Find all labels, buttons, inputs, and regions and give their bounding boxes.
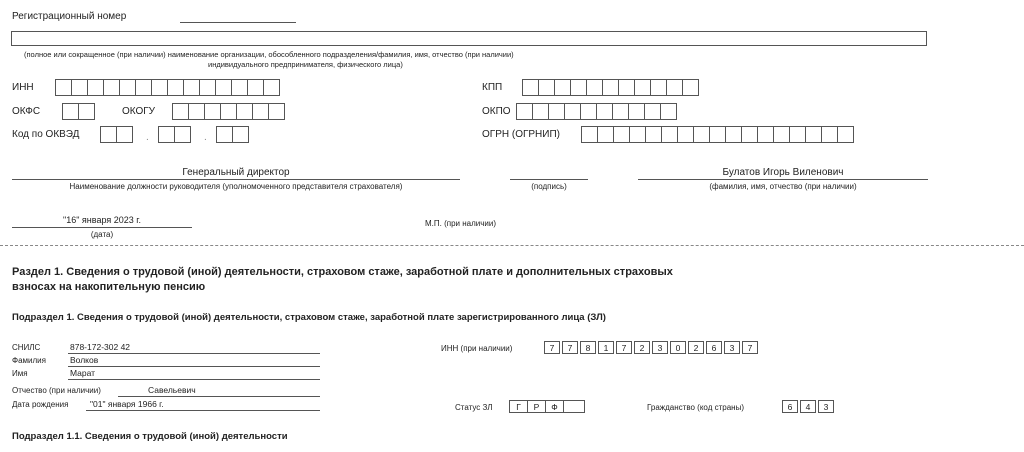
date-caption: (дата) [90,230,114,239]
status-cells[interactable] [509,400,585,413]
surname-label: Фамилия [12,356,46,365]
birth-value: "01" января 1966 г. [90,399,164,409]
position-line[interactable] [12,179,460,180]
subsection11-title: Подраздел 1.1. Сведения о трудовой (иной) деятельности [12,431,288,442]
okved-cells-2[interactable] [158,126,191,143]
citizenship-digit: 4 [800,400,816,413]
section1-title-line2: взносах на накопительную пенсию [12,281,206,293]
inn-digit: 7 [562,341,578,354]
date-line[interactable] [12,227,192,228]
person-inn-cells[interactable] [544,341,758,354]
okved-dot-2: . [204,132,207,143]
kpp-label: КПП [482,82,503,93]
name-line[interactable] [68,379,320,380]
inn-digit: 2 [688,341,704,354]
status-char: Ф [545,400,564,413]
position-caption: Наименование должности руководителя (уполномоченного представителя страхователя) [69,182,403,191]
okogu-label: ОКОГУ [122,106,156,117]
reg-number-label: Регистрационный номер [12,11,127,22]
section1-title-line1: Раздел 1. Сведения о трудовой (иной) деятельности, страховом стаже, заработной плате и дополнительных страховых [12,266,673,278]
page-separator [0,245,1024,246]
inn-digit: 1 [598,341,614,354]
inn-cells[interactable] [55,79,280,96]
subsection1-title: Подраздел 1. Сведения о трудовой (иной) деятельности, страховом стаже, заработной плате зарегистрированного лица (ЗЛ) [12,312,606,323]
snils-label: СНИЛС [12,343,41,352]
fio-caption: (фамилия, имя, отчество (при наличии) [709,182,857,191]
snils-value: 878-172-302 42 [70,342,131,352]
org-name-caption-1: (полное или сокращенное (при наличии) наименование организации, обособленного подразделения/фамилия, имя, отчество (при наличии) [24,50,514,59]
reg-number-field[interactable] [180,22,296,23]
okogu-cells[interactable] [172,103,285,120]
inn-digit: 8 [580,341,596,354]
fio-line[interactable] [638,179,928,180]
surname-value: Волков [70,355,99,365]
citizenship-digit: 6 [782,400,798,413]
okved-cells-1[interactable] [100,126,133,143]
signature-caption: (подпись) [531,182,567,191]
okved-dot-1: . [146,132,149,143]
inn-digit: 6 [706,341,722,354]
name-label: Имя [12,369,28,378]
citizenship-label: Гражданство (код страны) [647,403,744,412]
okfs-label: ОКФС [12,106,41,117]
birth-line[interactable] [86,410,320,411]
okved-cells-3[interactable] [216,126,249,143]
citizenship-cells[interactable] [782,400,834,413]
date-value: "16" января 2023 г. [63,215,141,225]
inn-digit: 3 [652,341,668,354]
surname-line[interactable] [68,366,320,367]
okved-label: Код по ОКВЭД [12,129,80,140]
inn-label: ИНН [12,82,34,93]
okfs-cells[interactable] [62,103,95,120]
fio-value: Булатов Игорь Виленович [722,167,844,178]
inn-digit: 0 [670,341,686,354]
inn-digit: 3 [724,341,740,354]
signature-line[interactable] [510,179,588,180]
org-name-field[interactable] [11,31,927,46]
status-char: Р [527,400,546,413]
okpo-cells[interactable] [516,103,677,120]
inn-digit: 2 [634,341,650,354]
citizenship-digit: 3 [818,400,834,413]
inn-digit: 7 [742,341,758,354]
position-value: Генеральный директор [182,167,290,178]
ogrn-label: ОГРН (ОГРНИП) [482,129,560,140]
ogrn-cells[interactable] [581,126,854,143]
birth-label: Дата рождения [12,400,69,409]
org-name-caption-2: индивидуального предпринимателя, физического лица) [208,60,403,69]
inn-digit: 7 [544,341,560,354]
stamp-label: М.П. (при наличии) [425,219,496,228]
status-empty-cell [563,400,585,413]
patronymic-label: Отчество (при наличии) [12,386,101,395]
snils-line[interactable] [68,353,320,354]
name-value: Марат [70,368,96,378]
patronymic-value: Савельевич [148,385,196,395]
status-label: Статус ЗЛ [455,403,493,412]
inn-digit: 7 [616,341,632,354]
person-inn-label: ИНН (при наличии) [441,344,513,353]
patronymic-line[interactable] [118,396,320,397]
okpo-label: ОКПО [482,106,511,117]
kpp-cells[interactable] [522,79,699,96]
status-char: Г [509,400,528,413]
